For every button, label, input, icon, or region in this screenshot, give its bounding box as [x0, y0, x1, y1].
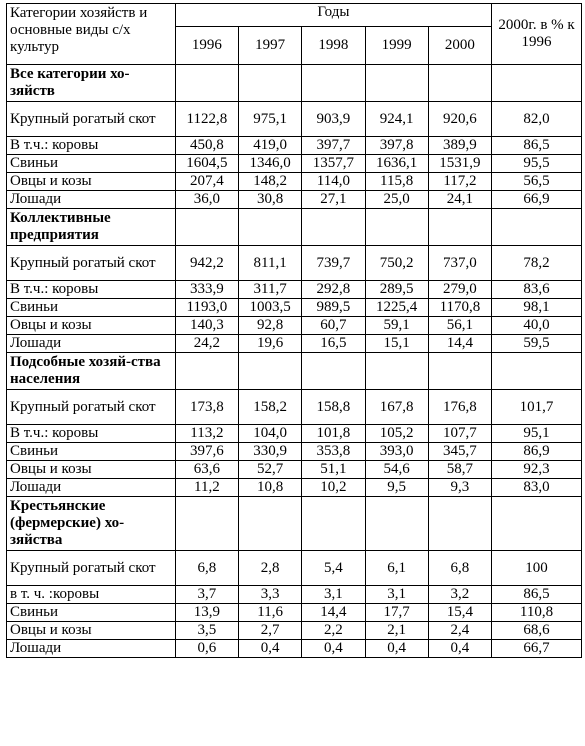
year-value-cell: 6,8: [175, 551, 238, 586]
year-value-cell: 10,8: [238, 479, 301, 497]
row-label: Свиньи: [7, 443, 176, 461]
table-row: [7, 317, 582, 335]
year-value-cell: 903,9: [302, 102, 365, 137]
year-value-cell: 101,8: [302, 425, 365, 443]
year-value-cell: 3,5: [175, 622, 238, 640]
year-value-cell: 924,1: [365, 102, 428, 137]
year-value-cell: 2,8: [238, 551, 301, 586]
row-label: Крупный рогатый скот: [7, 246, 176, 281]
empty-cell: [365, 497, 428, 551]
year-value-cell: 3,1: [302, 586, 365, 604]
year-value-cell: 52,7: [238, 461, 301, 479]
empty-cell: [238, 497, 301, 551]
row-label: Овцы и козы: [7, 461, 176, 479]
row-label: Крупный рогатый скот: [7, 390, 176, 425]
empty-cell: [175, 209, 238, 246]
percent-cell: 40,0: [492, 317, 582, 335]
year-value-cell: 975,1: [238, 102, 301, 137]
table-row: [7, 191, 582, 209]
row-label: Крупный рогатый скот: [7, 551, 176, 586]
year-value-cell: 3,7: [175, 586, 238, 604]
table-row: [7, 586, 582, 604]
table-body: [7, 65, 582, 658]
year-value-cell: 1357,7: [302, 155, 365, 173]
year-value-cell: 167,8: [365, 390, 428, 425]
year-value-cell: 5,4: [302, 551, 365, 586]
year-value-cell: 140,3: [175, 317, 238, 335]
year-value-cell: 14,4: [428, 335, 491, 353]
header-year: 1999: [365, 27, 428, 65]
section-title: Крестьянские (фермерские) хо-зяйства: [7, 497, 176, 551]
year-value-cell: 1193,0: [175, 299, 238, 317]
year-value-cell: 9,3: [428, 479, 491, 497]
year-value-cell: 811,1: [238, 246, 301, 281]
table-row: [7, 155, 582, 173]
year-value-cell: 11,2: [175, 479, 238, 497]
table-row: [7, 622, 582, 640]
empty-cell: [175, 65, 238, 102]
row-label: В т.ч.: коровы: [7, 425, 176, 443]
year-value-cell: 173,8: [175, 390, 238, 425]
table-row: [7, 640, 582, 658]
year-value-cell: 1531,9: [428, 155, 491, 173]
year-value-cell: 419,0: [238, 137, 301, 155]
year-value-cell: 115,8: [365, 173, 428, 191]
section-title: Коллективные предприятия: [7, 209, 176, 246]
row-label: Лошади: [7, 479, 176, 497]
percent-cell: 86,5: [492, 586, 582, 604]
year-value-cell: 148,2: [238, 173, 301, 191]
year-value-cell: 58,7: [428, 461, 491, 479]
table-row: [7, 137, 582, 155]
year-value-cell: 36,0: [175, 191, 238, 209]
year-value-cell: 0,4: [302, 640, 365, 658]
percent-cell: 83,6: [492, 281, 582, 299]
year-value-cell: 104,0: [238, 425, 301, 443]
empty-cell: [428, 209, 491, 246]
empty-cell: [238, 65, 301, 102]
year-value-cell: 59,1: [365, 317, 428, 335]
empty-cell: [428, 353, 491, 390]
year-value-cell: 6,8: [428, 551, 491, 586]
year-value-cell: 6,1: [365, 551, 428, 586]
year-value-cell: 9,5: [365, 479, 428, 497]
row-label: Лошади: [7, 335, 176, 353]
header-year: 1997: [238, 27, 301, 65]
percent-cell: 101,7: [492, 390, 582, 425]
row-label: Свиньи: [7, 299, 176, 317]
year-value-cell: 3,2: [428, 586, 491, 604]
year-value-cell: 389,9: [428, 137, 491, 155]
empty-cell: [302, 209, 365, 246]
row-label: Овцы и козы: [7, 317, 176, 335]
table-row: [7, 335, 582, 353]
year-value-cell: 27,1: [302, 191, 365, 209]
year-value-cell: 2,7: [238, 622, 301, 640]
percent-cell: 68,6: [492, 622, 582, 640]
year-value-cell: 0,4: [238, 640, 301, 658]
year-value-cell: 353,8: [302, 443, 365, 461]
row-label: в т. ч. :коровы: [7, 586, 176, 604]
percent-cell: 78,2: [492, 246, 582, 281]
empty-cell: [428, 497, 491, 551]
year-value-cell: 0,6: [175, 640, 238, 658]
year-value-cell: 397,7: [302, 137, 365, 155]
empty-cell: [492, 209, 582, 246]
empty-cell: [238, 353, 301, 390]
year-value-cell: 1346,0: [238, 155, 301, 173]
year-value-cell: 345,7: [428, 443, 491, 461]
percent-cell: 92,3: [492, 461, 582, 479]
year-value-cell: 107,7: [428, 425, 491, 443]
year-value-cell: 25,0: [365, 191, 428, 209]
year-value-cell: 92,8: [238, 317, 301, 335]
table-row: [7, 479, 582, 497]
row-label: В т.ч.: коровы: [7, 137, 176, 155]
percent-cell: 110,8: [492, 604, 582, 622]
percent-cell: 82,0: [492, 102, 582, 137]
year-value-cell: 1122,8: [175, 102, 238, 137]
year-value-cell: 279,0: [428, 281, 491, 299]
empty-cell: [302, 353, 365, 390]
year-value-cell: 0,4: [428, 640, 491, 658]
empty-cell: [365, 209, 428, 246]
year-value-cell: 16,5: [302, 335, 365, 353]
year-value-cell: 10,2: [302, 479, 365, 497]
year-value-cell: 2,1: [365, 622, 428, 640]
header-year: 1998: [302, 27, 365, 65]
year-value-cell: 13,9: [175, 604, 238, 622]
section-title: Подсобные хозяй-ства населения: [7, 353, 176, 390]
table-row: [7, 246, 582, 281]
year-value-cell: 1170,8: [428, 299, 491, 317]
year-value-cell: 1636,1: [365, 155, 428, 173]
table-row: [7, 425, 582, 443]
empty-cell: [492, 353, 582, 390]
table-row: [7, 551, 582, 586]
percent-cell: 95,5: [492, 155, 582, 173]
section-header-row: [7, 497, 582, 551]
section-header-row: [7, 353, 582, 390]
table-row: [7, 390, 582, 425]
row-label: Овцы и козы: [7, 622, 176, 640]
year-value-cell: 158,2: [238, 390, 301, 425]
year-value-cell: 393,0: [365, 443, 428, 461]
empty-cell: [302, 497, 365, 551]
row-label: Крупный рогатый скот: [7, 102, 176, 137]
year-value-cell: 920,6: [428, 102, 491, 137]
row-label: Лошади: [7, 191, 176, 209]
row-label: Овцы и козы: [7, 173, 176, 191]
year-value-cell: 397,8: [365, 137, 428, 155]
empty-cell: [365, 65, 428, 102]
table-row: [7, 604, 582, 622]
year-value-cell: 113,2: [175, 425, 238, 443]
year-value-cell: 1003,5: [238, 299, 301, 317]
percent-cell: 66,9: [492, 191, 582, 209]
table-row: [7, 281, 582, 299]
year-value-cell: 450,8: [175, 137, 238, 155]
year-value-cell: 750,2: [365, 246, 428, 281]
year-value-cell: 14,4: [302, 604, 365, 622]
year-value-cell: 3,3: [238, 586, 301, 604]
percent-cell: 66,7: [492, 640, 582, 658]
percent-cell: 98,1: [492, 299, 582, 317]
percent-cell: 83,0: [492, 479, 582, 497]
year-value-cell: 292,8: [302, 281, 365, 299]
year-value-cell: 739,7: [302, 246, 365, 281]
year-value-cell: 989,5: [302, 299, 365, 317]
header-percent-label: 2000г. в % к 1996: [492, 4, 582, 65]
year-value-cell: 24,2: [175, 335, 238, 353]
year-value-cell: 56,1: [428, 317, 491, 335]
year-value-cell: 333,9: [175, 281, 238, 299]
year-value-cell: 942,2: [175, 246, 238, 281]
table-row: [7, 173, 582, 191]
year-value-cell: 289,5: [365, 281, 428, 299]
empty-cell: [492, 497, 582, 551]
table-row: [7, 443, 582, 461]
year-value-cell: 51,1: [302, 461, 365, 479]
section-header-row: [7, 65, 582, 102]
year-value-cell: 0,4: [365, 640, 428, 658]
section-header-row: [7, 209, 582, 246]
empty-cell: [428, 65, 491, 102]
year-value-cell: 15,4: [428, 604, 491, 622]
percent-cell: 100: [492, 551, 582, 586]
year-value-cell: 330,9: [238, 443, 301, 461]
percent-cell: 95,1: [492, 425, 582, 443]
year-value-cell: 2,2: [302, 622, 365, 640]
year-value-cell: 207,4: [175, 173, 238, 191]
year-value-cell: 30,8: [238, 191, 301, 209]
empty-cell: [365, 353, 428, 390]
percent-cell: 86,9: [492, 443, 582, 461]
year-value-cell: 1225,4: [365, 299, 428, 317]
year-value-cell: 15,1: [365, 335, 428, 353]
year-value-cell: 737,0: [428, 246, 491, 281]
year-value-cell: 54,6: [365, 461, 428, 479]
row-label: В т.ч.: коровы: [7, 281, 176, 299]
row-label: Свиньи: [7, 155, 176, 173]
year-value-cell: 24,1: [428, 191, 491, 209]
year-value-cell: 176,8: [428, 390, 491, 425]
table-row: [7, 299, 582, 317]
table-row: [7, 461, 582, 479]
year-value-cell: 311,7: [238, 281, 301, 299]
year-value-cell: 3,1: [365, 586, 428, 604]
year-value-cell: 11,6: [238, 604, 301, 622]
percent-cell: 59,5: [492, 335, 582, 353]
empty-cell: [175, 353, 238, 390]
year-value-cell: 397,6: [175, 443, 238, 461]
table-row: [7, 102, 582, 137]
year-value-cell: 117,2: [428, 173, 491, 191]
percent-cell: 56,5: [492, 173, 582, 191]
year-value-cell: 17,7: [365, 604, 428, 622]
percent-cell: 86,5: [492, 137, 582, 155]
empty-cell: [302, 65, 365, 102]
header-years-label: Годы: [175, 4, 491, 27]
year-value-cell: 1604,5: [175, 155, 238, 173]
header-year: 2000: [428, 27, 491, 65]
year-value-cell: 114,0: [302, 173, 365, 191]
row-label: Свиньи: [7, 604, 176, 622]
section-title: Все категории хо-зяйств: [7, 65, 176, 102]
empty-cell: [175, 497, 238, 551]
year-value-cell: 105,2: [365, 425, 428, 443]
empty-cell: [492, 65, 582, 102]
year-value-cell: 2,4: [428, 622, 491, 640]
livestock-table: [6, 3, 582, 658]
year-value-cell: 158,8: [302, 390, 365, 425]
header-category-label: Категории хозяйств и основные виды с/х культур: [7, 4, 176, 65]
year-value-cell: 60,7: [302, 317, 365, 335]
header-year: 1996: [175, 27, 238, 65]
row-label: Лошади: [7, 640, 176, 658]
empty-cell: [238, 209, 301, 246]
year-value-cell: 19,6: [238, 335, 301, 353]
year-value-cell: 63,6: [175, 461, 238, 479]
